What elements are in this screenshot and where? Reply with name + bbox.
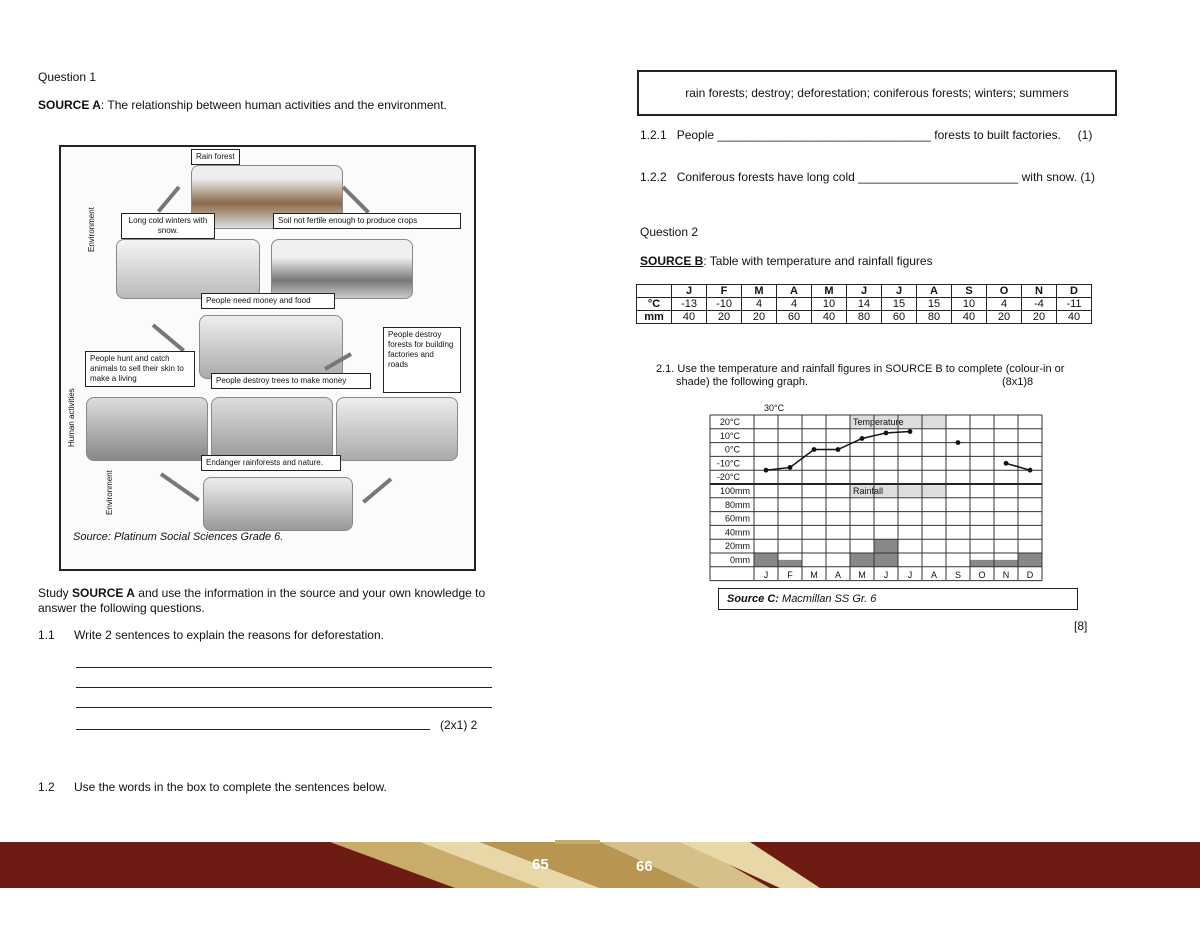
table-cell: -10 [707,298,742,311]
table-cell: 20 [1022,311,1057,324]
table-cell: 20 [707,311,742,324]
label-money-food: People need money and food [201,293,335,309]
rainfall-bar-F [778,560,802,567]
temperature-point-J [908,429,913,434]
rainfall-bar-O [970,560,994,567]
temperature-point-J [764,468,769,473]
logging-image [211,397,333,461]
temperature-point-N [1004,461,1009,466]
answer-line[interactable] [76,707,492,708]
figure-source: Source: Platinum Social Sciences Grade 6. [73,531,284,543]
source-c-text: Macmillan SS Gr. 6 [778,593,877,605]
rainfall-row [637,311,1092,324]
rain-tick: 0mm [730,555,750,565]
temperature-point-S [956,440,961,445]
destroyed-forest-image [203,477,353,531]
table-cell: A [917,285,952,298]
answer-line[interactable] [76,687,492,688]
table-cell: 10 [812,298,847,311]
footer-decoration [0,838,1200,892]
table-cell: 20 [742,311,777,324]
table-cell: M [812,285,847,298]
temperature-point-J [884,431,889,436]
rain-tick: 20mm [724,541,750,552]
study-instruction [38,586,498,616]
table-cell: 10 [952,298,987,311]
answer-line[interactable] [76,667,492,668]
conifer-image [271,239,413,299]
temp-tick: 0°C [724,444,740,455]
study-post: and use the information in the source and your own knowledge to answer the following questions. [38,586,486,615]
table-cell: 15 [882,298,917,311]
rainfall-bar-J [754,553,778,567]
row-label [637,285,672,298]
label-destroy-trees: People destroy trees to make money [211,373,371,389]
month-row [637,285,1092,298]
page-number-66: 66 [636,858,653,875]
label-rain-forest: Rain forest [191,149,240,165]
label-hunt: People hunt and catch animals to sell their skin to make a living [85,351,195,387]
row-label: °C [637,298,672,311]
money-image [199,315,343,379]
q1-2-text: Use the words in the box to complete the sentences below. [74,780,387,794]
table-cell: J [672,285,707,298]
q2-1-line1: 2.1. Use the temperature and rainfall figures in SOURCE B to complete (colour-in or [656,363,1065,375]
rain-tick: 80mm [724,499,750,510]
arrow [160,472,200,502]
q2-1-line2: shade) the following graph. [676,376,809,388]
q1-2-1: 1.2.1 People ________________________________ forests to built factories. (1) [640,128,1093,142]
table-cell: -4 [1022,298,1057,311]
table-cell: 14 [847,298,882,311]
source-a-figure [59,145,476,571]
label-endanger: Endanger rainforests and nature. [201,455,341,471]
rainfall-title: Rainfall [853,486,884,496]
side-label-human-activities: Human activities [67,388,76,447]
temp-tick: 20°C [719,417,740,427]
table-cell: J [847,285,882,298]
factory-image [336,397,458,461]
rain-tick: 60mm [724,513,750,524]
source-c-box [718,588,1078,610]
side-label-environment: Environment [87,207,96,252]
table-cell: 40 [952,311,987,324]
table-cell: 80 [847,311,882,324]
total-marks: [8] [1074,619,1088,633]
rainfall-bar-N [994,560,1018,567]
temp-tick: -20°C [716,472,740,483]
study-pre: Study [38,586,73,600]
table-cell: 60 [777,311,812,324]
temperature-point-A [836,447,841,452]
table-cell: F [707,285,742,298]
temperature-title: Temperature [853,417,904,427]
table-cell: 4 [987,298,1022,311]
label-destroy-forests: People destroy forests for building factories and roads [383,327,461,393]
table-cell: 40 [672,311,707,324]
row-label: mm [637,311,672,324]
snow-forest-image [116,239,260,299]
temperature-row [637,298,1092,311]
arrow [152,323,185,352]
study-bold: SOURCE A [72,586,135,600]
source-b-table [636,284,1092,324]
word-box: rain forests; destroy; deforestation; coniferous forests; winters; summers [637,70,1117,116]
rain-tick: 100mm [719,486,750,496]
month-label-S: S [954,569,962,580]
temperature-point-M [860,436,865,441]
climate-graph [700,400,1050,585]
table-cell: 40 [1057,311,1092,324]
month-label-A: A [834,569,842,580]
table-cell: M [742,285,777,298]
source-a-label: SOURCE A [38,98,101,112]
table-cell: 15 [917,298,952,311]
table-cell: D [1057,285,1092,298]
q1-1-text: Write 2 sentences to explain the reasons for deforestation. [74,628,384,642]
table-cell: 4 [742,298,777,311]
temp-tick: -10°C [716,458,740,469]
source-b-text: : Table with temperature and rainfall figures [703,254,933,268]
source-a-caption [38,98,447,112]
table-cell: -13 [672,298,707,311]
table-cell: 40 [812,311,847,324]
month-label-F: F [787,569,793,580]
month-label-A: A [930,569,938,580]
temperature-point-M [812,447,817,452]
q1-2-number: 1.2 [38,780,55,794]
question-1-heading: Question 1 [38,70,97,84]
month-label-D: D [1026,569,1034,580]
hunting-image [86,397,208,461]
table-cell: N [1022,285,1057,298]
table-cell: J [882,285,917,298]
rain-tick: 40mm [724,527,750,538]
month-label-N: N [1002,569,1010,580]
table-cell: 4 [777,298,812,311]
page-number-65: 65 [532,856,549,873]
month-label-M: M [858,569,866,580]
label-soil: Soil not fertile enough to produce crops [273,213,461,229]
label-long-cold-winters: Long cold winters with snow. [121,213,215,239]
table-cell: -11 [1057,298,1092,311]
table-cell: O [987,285,1022,298]
month-label-J: J [763,569,769,580]
month-label-J: J [883,569,889,580]
q2-1-text [656,363,1064,389]
rainfall-bar-M [850,553,874,567]
question-2-heading: Question 2 [640,225,699,239]
source-a-text: : The relationship between human activities and the environment. [100,98,447,112]
q1-1-number: 1.1 [38,628,55,642]
table-cell: A [777,285,812,298]
month-label-J: J [907,569,913,580]
arrow [362,477,392,503]
q1-1-marks: (2x1) 2 [440,718,478,732]
temperature-point-D [1028,468,1033,473]
q1-2-2: 1.2.2 Coniferous forests have long cold ________________________ with snow. (1) [640,170,1095,184]
table-cell: 80 [917,311,952,324]
side-label-environment-2: Environment [105,470,114,515]
table-cell: 60 [882,311,917,324]
rainfall-bar-D [1018,553,1042,567]
arrow [157,186,181,213]
answer-line[interactable] [76,729,430,730]
table-cell: S [952,285,987,298]
arrow [342,186,370,214]
q2-1-marks: (8x1)8 [1002,376,1034,388]
temperature-point-F [788,465,793,470]
source-b-caption [640,254,933,268]
temp-tick: 10°C [719,430,740,441]
top-label: 30°C [764,403,785,413]
source-b-label: SOURCE B [640,254,704,268]
source-c-label: Source C: [727,593,779,605]
month-label-M: M [810,569,818,580]
table-cell: 20 [987,311,1022,324]
month-label-O: O [978,569,986,580]
